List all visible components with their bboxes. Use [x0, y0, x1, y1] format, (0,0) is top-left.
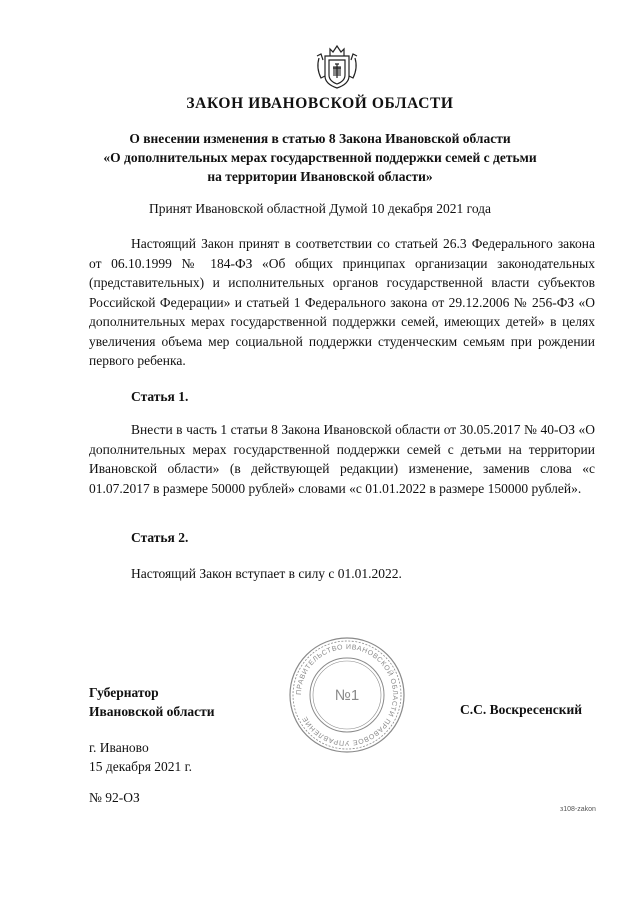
- law-number: № 92-ОЗ: [89, 790, 140, 805]
- subtitle-line: на территории Ивановской области»: [207, 169, 433, 184]
- article-1-heading: Статья 1.: [131, 389, 189, 404]
- coat-of-arms-icon: [313, 42, 361, 90]
- subtitle-line: «О дополнительных мерах государственной поддержки семей с детьми: [103, 150, 537, 165]
- place-and-date: [89, 738, 192, 776]
- stamp-center-text: №1: [334, 687, 360, 704]
- signatory-position: [89, 683, 215, 721]
- signatory-name: С.С. Воскресенский: [460, 702, 583, 717]
- law-subtitle: [60, 129, 580, 186]
- intro-paragraph: Настоящий Закон принят в соответствии со статьей 26.3 Федерального закона от 06.10.1999 № 184-ФЗ «Об общих принципах организации законодательных (представительных) и исполнительных органов государственной власти субъектов Российской Федерации» и статьей 1 Федерального закона от 29.12.2006 № 256-ФЗ «О дополнительных мерах государственной поддержки семей, имеющих детей» в целях увеличения объема мер социальной поддержки студенческим семьям при рождении первого ребенка.: [89, 236, 595, 368]
- article-2-text: Настоящий Закон вступает в силу с 01.01.2022.: [131, 566, 402, 581]
- article-1-text: Внести в часть 1 статьи 8 Закона Ивановской области от 30.05.2017 № 40-ОЗ «О дополнительных мерах государственной поддержки семей с детьми на территории Ивановской области» (в действующей редакции) изменение, заменив слова «с 01.07.2017 в размере 50000 рублей» словами «с 01.01.2022 в размере 150000 рублей».: [89, 422, 595, 496]
- adoption-line: Принят Ивановской областной Думой 10 декабря 2021 года: [148, 201, 492, 216]
- place: г. Иваново: [89, 740, 149, 755]
- round-seal-stamp-icon: [288, 636, 406, 754]
- date: 15 декабря 2021 г.: [89, 759, 193, 774]
- subtitle-line: О внесении изменения в статью 8 Закона Ивановской области: [129, 131, 511, 146]
- signatory-position-line: Губернатор: [89, 685, 159, 700]
- signatory-position-line: Ивановской области: [89, 704, 215, 719]
- article-2-heading: Статья 2.: [131, 530, 189, 545]
- law-title: ЗАКОН ИВАНОВСКОЙ ОБЛАСТИ: [186, 95, 454, 112]
- stamp-ring-text: ПРАВИТЕЛЬСТВО ИВАНОВСКОЙ ОБЛАСТИ ПРАВОВОЕ УПРАВЛЕНИЕ: [295, 643, 399, 747]
- document-code: з108-zakon: [560, 806, 596, 813]
